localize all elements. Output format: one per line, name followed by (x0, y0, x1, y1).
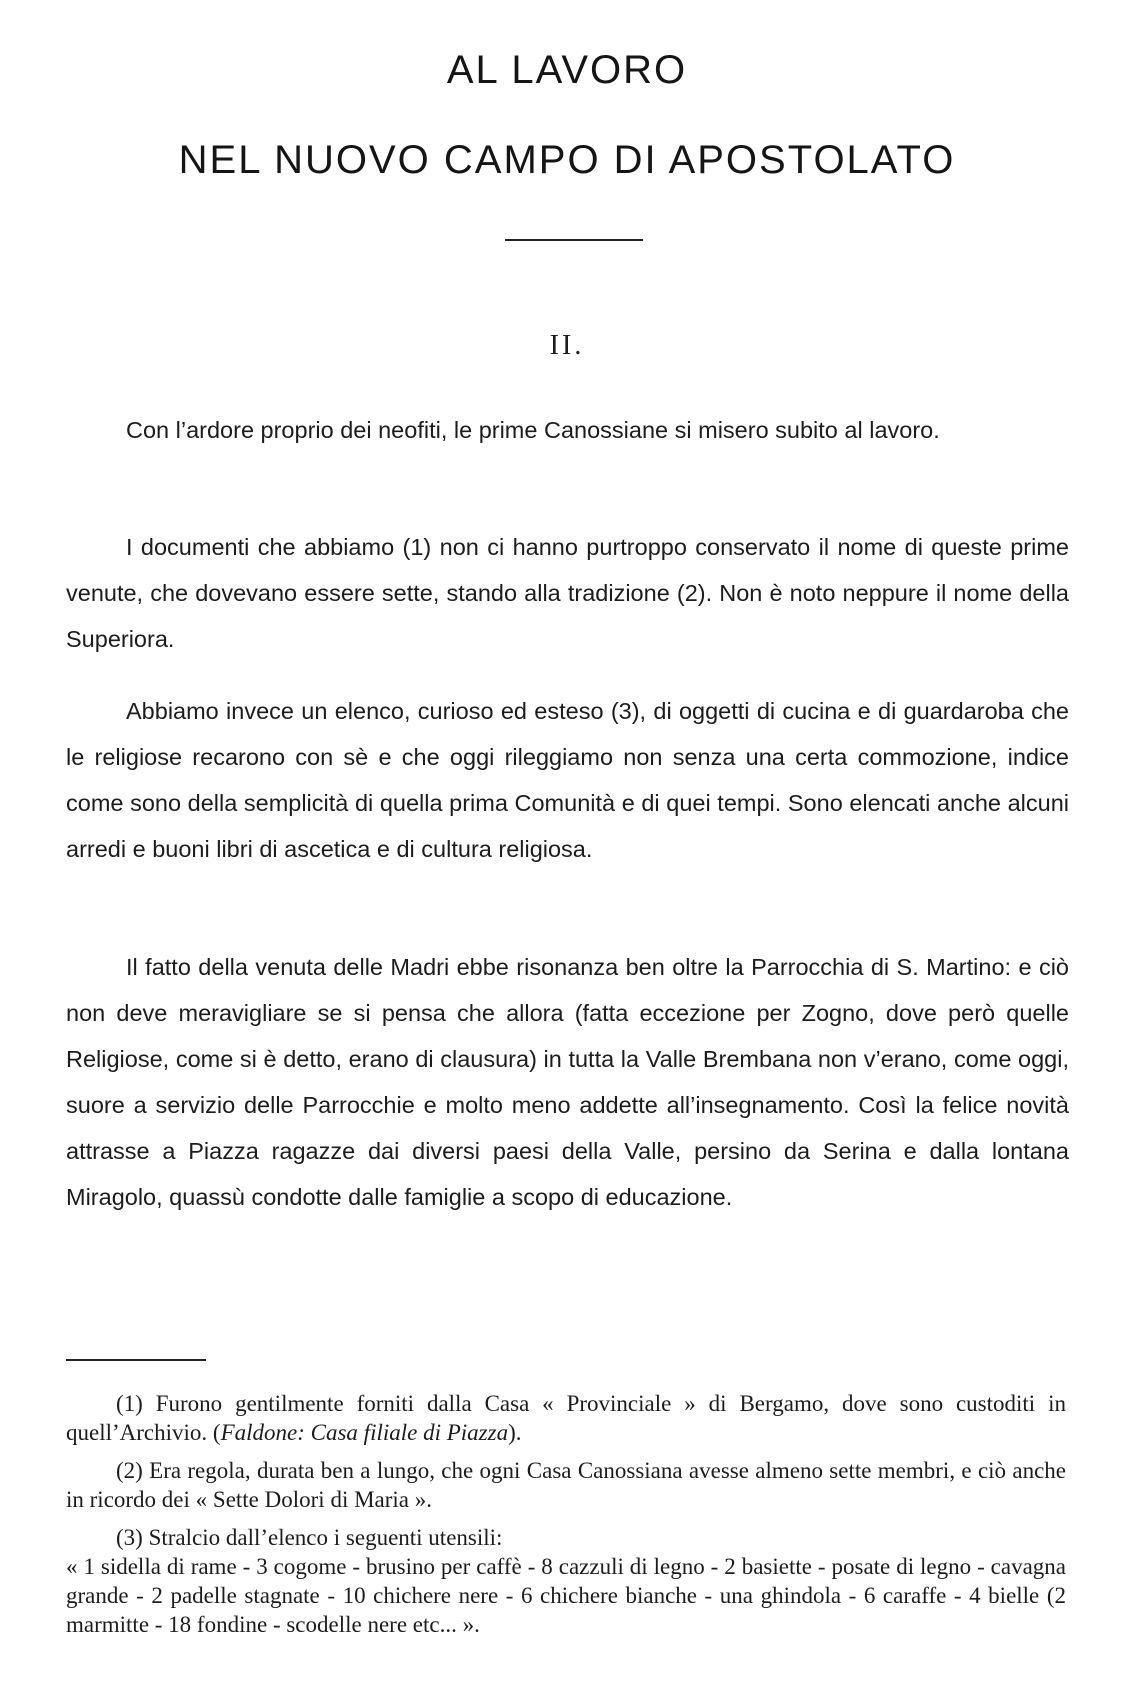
paragraph-2 (66, 524, 1069, 662)
footnote-text: (2) Era regola, durata ben a lungo, che ogni Casa Canossiana avesse almeno sette membri, e ciò anche in ricordo dei « Sette Dolori di Maria ». (66, 1458, 1066, 1512)
footnote-1 (66, 1389, 1066, 1447)
footnote-text: (1) Furono gentilmente forniti dalla Casa « Provinciale » di Bergamo, dove sono custoditi in quell’Archivio. ( (66, 1391, 1066, 1445)
section-number: II. (549, 330, 585, 361)
title-divider (505, 239, 643, 241)
footnote-3 (66, 1523, 1066, 1552)
paragraph-1 (66, 407, 1069, 453)
paragraph-text: I documenti che abbiamo (1) non ci hanno purtroppo conservato il nome di queste prime venute, che dovevano essere sette, stando alla tradizione (2). Non è noto neppure il nome della Superiora. (66, 534, 1069, 652)
chapter-subtitle: NEL NUOVO CAMPO DI APOSTOLATO (178, 138, 956, 182)
paragraph-text: Abbiamo invece un elenco, curioso ed esteso (3), di oggetti di cucina e di guardaroba che le religiose recarono con sè e che oggi rileggiamo non senza una certa commozione, indice come sono della semplicità di quella prima Comunità e di quei tempi. Sono elencati anche alcuni arredi e buoni libri di ascetica e di cultura religiosa. (66, 698, 1069, 862)
footnote-divider (66, 1359, 206, 1361)
chapter-title: AL LAVORO (446, 48, 688, 92)
footnote-citation: Faldone: Casa filiale di Piazza (220, 1420, 509, 1445)
paragraph-text: Il fatto della venuta delle Madri ebbe risonanza ben oltre la Parrocchia di S. Martino: e ciò non deve meravigliare se si pensa che allora (fatta eccezione per Zogno, dove però quelle Religiose, come si è detto, erano di clausura) in tutta la Valle Brembana non v’erano, come oggi, suore a servizio delle Parrocchie e molto meno addette all’insegnamento. Così la felice novità attrasse a Piazza ragazze dai diversi paesi della Valle, persino da Serina e dalla lontana Miragolo, quassù condotte dalle famiglie a scopo di educazione. (66, 954, 1069, 1210)
paragraph-3 (66, 688, 1069, 872)
paragraph-text: Con l’ardore proprio dei neofiti, le prime Canossiane si misero subito al lavoro. (126, 417, 940, 443)
footnote-2 (66, 1456, 1066, 1514)
footnote-text-end: ). (508, 1420, 522, 1445)
footnote-3-list: « 1 sidella di rame - 3 cogome - brusino per caffè - 8 cazzuli di legno - 2 basiette - posate di legno - cavagna grande - 2 padelle stagnate - 10 chichere nere - 6 chichere bianche - una ghindola - 6 caraffe - 4 bielle (2 marmitte - 18 fondine - scodelle nere etc... ». (66, 1554, 1066, 1637)
footnote-text: (3) Stralcio dall’elenco i seguenti utensili: (116, 1525, 503, 1550)
paragraph-4 (66, 944, 1069, 1220)
